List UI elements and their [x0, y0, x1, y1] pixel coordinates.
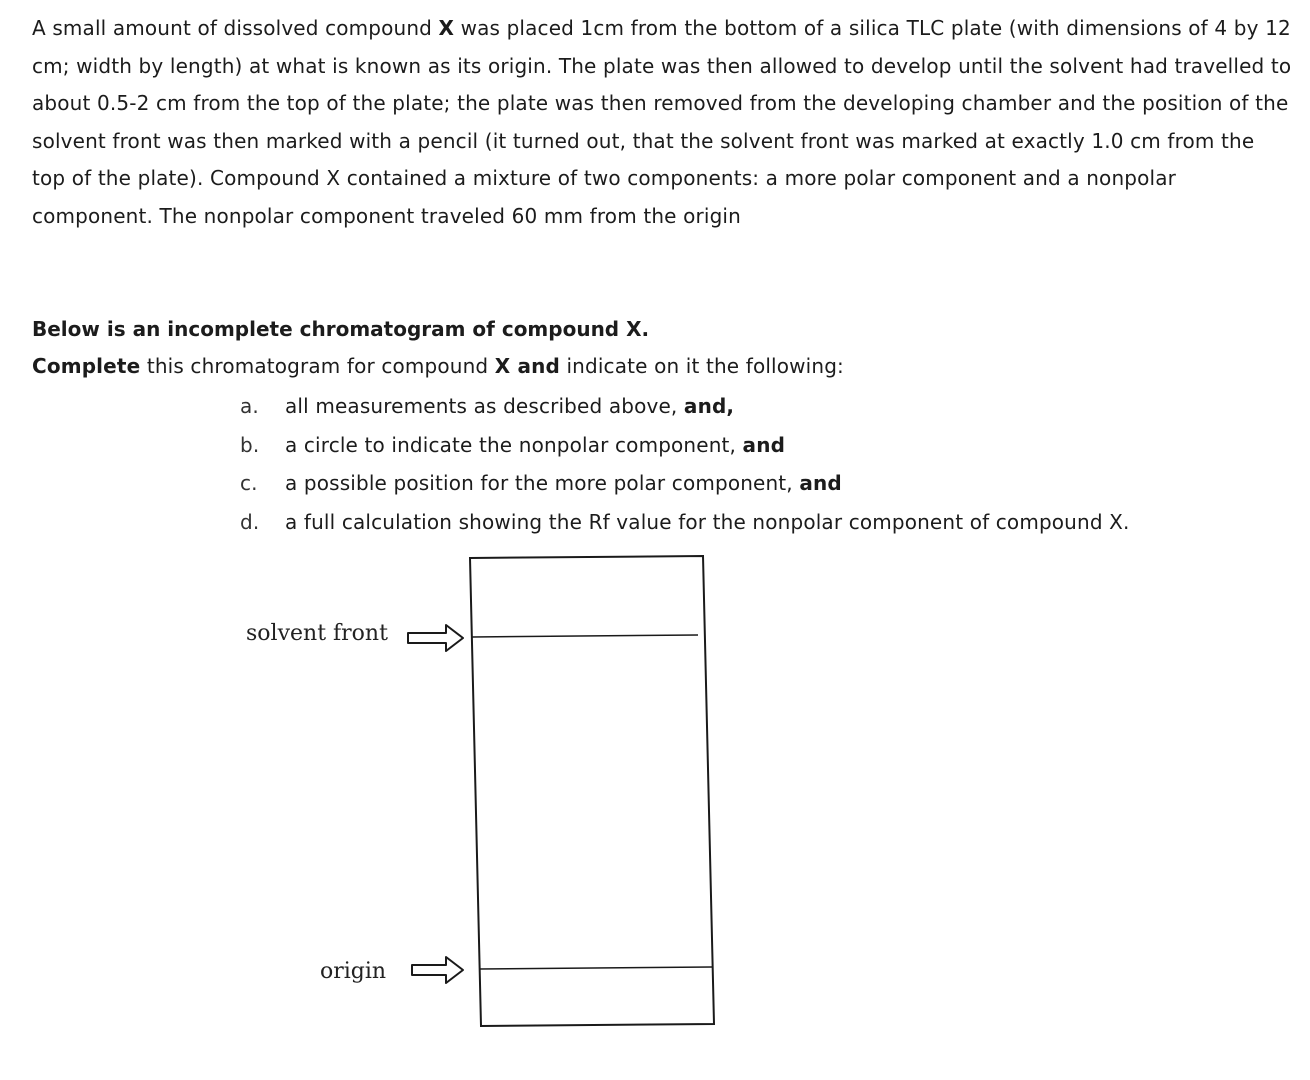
solvent-front-line	[472, 635, 698, 637]
instruction-bold-x-and: X and	[494, 354, 560, 378]
paragraph-text-2: was placed 1cm from the bottom of a silica TLC plate (with dimensions of 4 by 12 cm; width by length) at what is known as its origin. The plate was then allowed to develop until the solvent had travelled to about 0.5-2 cm from the top of the plate; the plate was then removed from the developing chamber and the position of the solvent front was then marked with a pencil (it turned out, that the solvent front was marked at exactly 1.0 cm from the top of the plate). Compound X contained a mixture of two components: a more polar component and a nonpolar component. The nonpolar component traveled 60 mm from the origin	[32, 16, 1292, 228]
solvent-front-arrow-icon	[408, 625, 463, 651]
task-letter: c.	[240, 471, 258, 495]
origin-arrow-icon	[412, 957, 463, 983]
task-bold: and,	[683, 394, 735, 418]
task-text: a possible position for the more polar component,	[285, 471, 800, 495]
origin-line	[479, 967, 712, 969]
tlc-plate	[470, 556, 714, 1026]
task-bold: and	[799, 471, 842, 495]
task-bold: and	[742, 432, 786, 457]
task-text: a full calculation showing the Rf value for the nonpolar component of compound X.	[285, 509, 1130, 534]
paragraph-compound-x: X	[438, 16, 455, 40]
task-text: a circle to indicate the nonpolar component,	[285, 432, 743, 457]
solvent-front-label: solvent front	[246, 621, 388, 646]
origin-label: origin	[320, 959, 387, 984]
instruction-text-1: this chromatogram for compound	[140, 354, 495, 378]
instruction-bold-complete: Complete	[32, 354, 141, 378]
paragraph-text-1: A small amount of dissolved compound	[32, 16, 439, 40]
instruction-text-2: indicate on it the following:	[559, 354, 844, 378]
task-letter: a.	[240, 394, 259, 418]
task-letter: d.	[240, 509, 260, 534]
section-heading: Below is an incomplete chromatogram of compound X.	[32, 317, 650, 341]
task-letter: b.	[240, 432, 260, 457]
task-text: all measurements as described above,	[285, 394, 684, 418]
